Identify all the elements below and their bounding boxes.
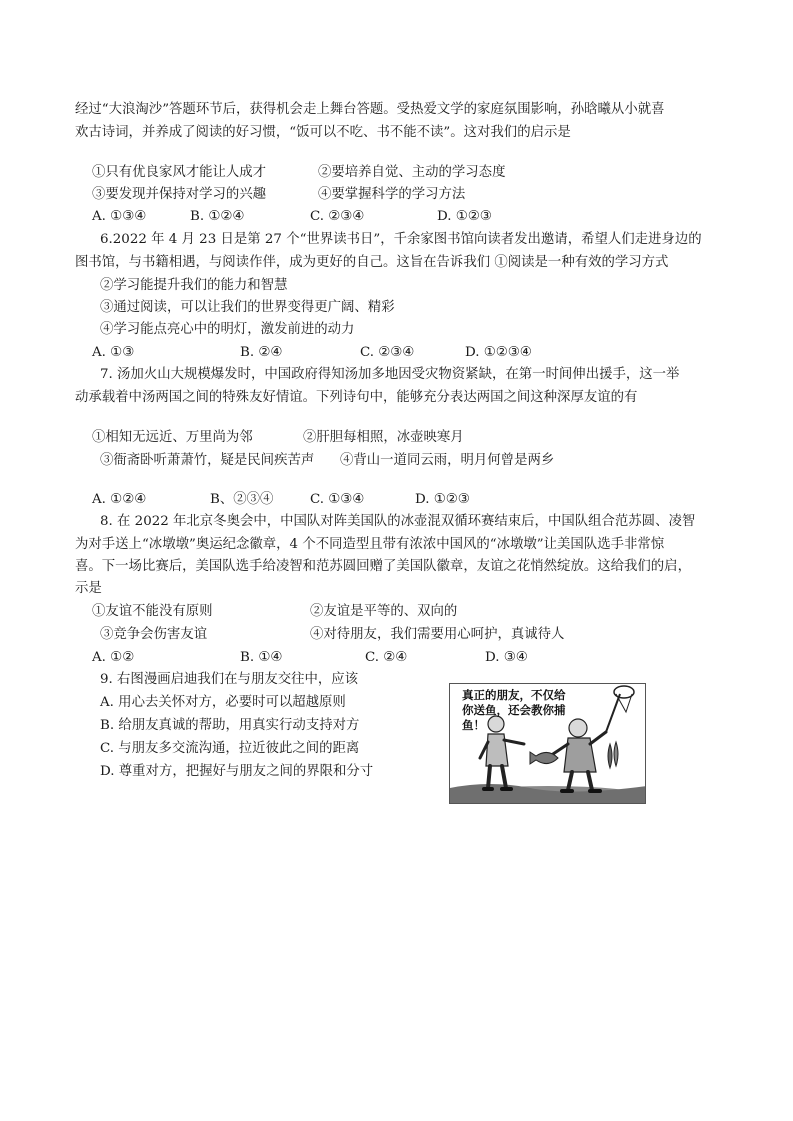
q9-option-c: C. 与朋友多交流沟通，拉近彼此之间的距离 [100, 741, 360, 756]
q6-statement-2: ②学习能提升我们的能力和智慧 [100, 278, 288, 293]
q7-statement-2: ②肝胆每相照，冰壶映寒月 [303, 430, 464, 445]
q7-option-a: A. ①②④ [92, 492, 147, 507]
q6-stem-line1: 6.2022 年 4 月 23 日是第 27 个“世界读书日”，千余家图书馆向读者发出邀请，希望人们走进身边的 [100, 232, 702, 247]
q5-stem-line1: 经过“大浪淘沙”答题环节后，获得机会走上舞台答题。受热爱文学的家庭氛围影响，孙晗曦从小就喜 [75, 102, 665, 117]
q7-option-b: B、②③④ [210, 492, 274, 507]
q5-statement-2: ②要培养自觉、主动的学习态度 [318, 165, 506, 180]
q8-option-a: A. ①② [92, 650, 135, 665]
q8-statement-3: ③竞争会伤害友谊 [100, 627, 208, 642]
q9-option-d: D. 尊重对方，把握好与朋友之间的界限和分寸 [100, 764, 374, 779]
q6-stem-line2: 图书馆，与书籍相遇，与阅读作伴，成为更好的自己。这旨在告诉我们 ①阅读是一种有效的学习方式 [75, 255, 669, 270]
cartoon-caption: 真正的朋友，不仅给你送鱼，还会教你捕鱼！ [462, 688, 566, 732]
q7-stem-line1: 7. 汤加火山大规模爆发时，中国政府得知汤加多地因受灾物资紧缺，在第一时间伸出援手，这一举 [100, 367, 680, 382]
q6-statement-4: ④学习能点亮心中的明灯，激发前进的动力 [100, 322, 355, 337]
q8-option-b: B. ①④ [240, 650, 283, 665]
q5-option-c: C. ②③④ [310, 209, 365, 224]
q6-option-b: B. ②④ [240, 345, 283, 360]
q9-option-a: A. 用心去关怀对方，必要时可以超越原则 [100, 695, 346, 710]
q8-option-d: D. ③④ [485, 650, 528, 665]
q8-stem-line1: 8. 在 2022 年北京冬奥会中，中国队对阵美国队的冰壶混双循环赛结束后，中国队组合范苏圆、凌智 [100, 514, 696, 529]
q7-stem-line2: 动承载着中汤两国之间的特殊友好情谊。下列诗句中，能够充分表达两国之间这种深厚友谊的有 [75, 390, 638, 405]
q9-stem: 9. 右图漫画启迪我们在与朋友交往中，应该 [100, 672, 359, 687]
q5-statement-1: ①只有优良家风才能让人成才 [92, 165, 267, 180]
q7-statement-4: ④背山一道同云雨，明月何曾是两乡 [340, 453, 555, 468]
friendship-fishing-cartoon [449, 683, 646, 804]
q7-option-d: D. ①②③ [415, 492, 470, 507]
q7-statement-3: ③衙斋卧听萧萧竹，疑是民间疾苦声 [100, 453, 315, 468]
q6-option-c: C. ②③④ [360, 345, 415, 360]
q5-statement-4: ④要掌握科学的学习方法 [318, 187, 466, 202]
q7-option-c: C. ①③④ [310, 492, 365, 507]
q8-stem-line3: 喜。下一场比赛后，美国队选手给凌智和范苏圆回赠了美国队徽章，友谊之花悄然绽放。这给我们的启， [75, 559, 691, 574]
q5-statement-3: ③要发现并保持对学习的兴趣 [92, 187, 267, 202]
q6-statement-3: ③通过阅读，可以让我们的世界变得更广阔、精彩 [100, 300, 395, 315]
q6-option-d: D. ①②③④ [465, 345, 532, 360]
q8-statement-1: ①友谊不能没有原则 [92, 604, 213, 619]
q8-stem-line4: 示是 [75, 581, 102, 596]
q5-option-d: D. ①②③ [437, 209, 492, 224]
q5-stem-line2: 欢古诗词，并养成了阅读的好习惯，“饭可以不吃、书不能不读”。这对我们的启示是 [75, 125, 571, 140]
q5-option-b: B. ①②④ [190, 209, 245, 224]
q6-option-a: A. ①③ [92, 345, 135, 360]
q8-statement-2: ②友谊是平等的、双向的 [310, 604, 458, 619]
q7-statement-1: ①相知无远近、万里尚为邻 [92, 430, 253, 445]
q5-option-a: A. ①③④ [92, 209, 147, 224]
q9-option-b: B. 给朋友真诚的帮助，用真实行动支持对方 [100, 718, 360, 733]
q8-stem-line2: 为对手送上“冰墩墩”奥运纪念徽章，4 个不同造型且带有浓浓中国风的“冰墩墩”让美国队选手非常惊 [75, 537, 665, 552]
q8-statement-4: ④对待朋友，我们需要用心呵护，真诚待人 [310, 627, 565, 642]
q8-option-c: C. ②④ [365, 650, 408, 665]
